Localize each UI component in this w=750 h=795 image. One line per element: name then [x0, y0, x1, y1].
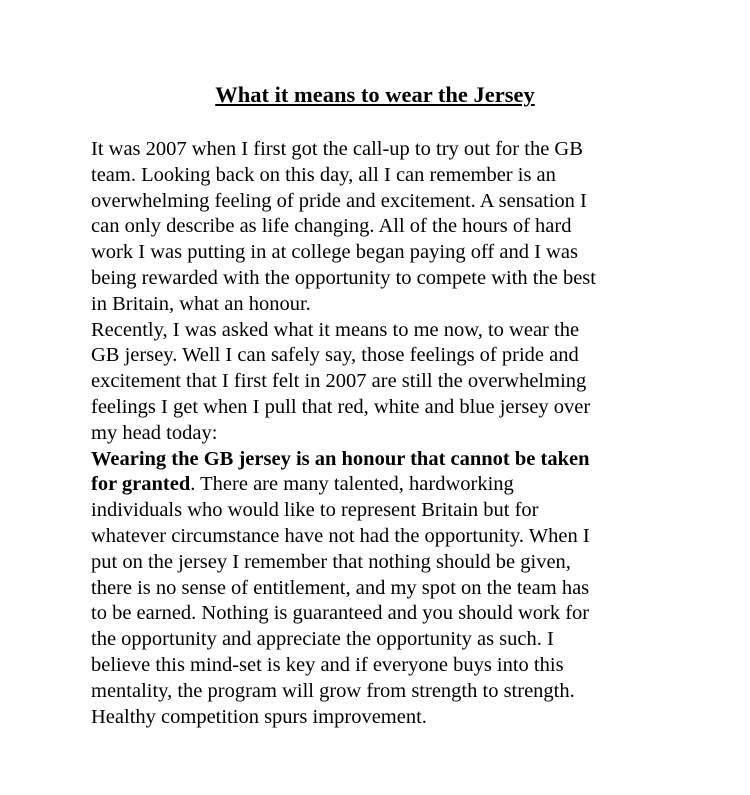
- text-line: there is no sense of entitlement, and my spot on the team has: [91, 576, 590, 599]
- text-line: It was 2007 when I first got the call-up to try out for the GB: [91, 138, 583, 160]
- text-line: [91, 472, 681, 498]
- text-line: in Britain, what an honour.: [91, 292, 311, 315]
- text-line: Recently, I was asked what it means to me now, to wear the: [91, 318, 580, 341]
- text-fragment: . There are many talented, hardworking: [190, 473, 514, 496]
- text-line: excitement that I first felt in 2007 are still the overwhelming: [91, 370, 587, 393]
- text-line: individuals who would like to represent Britain but for: [91, 499, 539, 522]
- document-body: [91, 137, 681, 730]
- bold-statement-line: Wearing the GB jersey is an honour that cannot be taken: [91, 447, 590, 470]
- text-line: can only describe as life changing. All of the hours of hard: [91, 215, 572, 238]
- text-line: Healthy competition spurs improvement.: [91, 705, 427, 728]
- text-line: overwhelming feeling of pride and excitement. A sensation I: [91, 189, 587, 212]
- document-title: What it means to wear the Jersey: [215, 82, 535, 107]
- bold-statement-end: for granted: [91, 473, 191, 496]
- text-line: GB jersey. Well I can safely say, those feelings of pride and: [91, 344, 579, 367]
- text-line: the opportunity and appreciate the opportunity as such. I: [91, 628, 554, 651]
- text-line: being rewarded with the opportunity to compete with the best: [91, 266, 596, 289]
- text-line: feelings I get when I pull that red, white and blue jersey over: [91, 395, 591, 418]
- text-line: my head today:: [91, 421, 218, 444]
- text-line: to be earned. Nothing is guaranteed and you should work for: [91, 602, 590, 625]
- text-line: put on the jersey I remember that nothing should be given,: [91, 550, 571, 573]
- text-line: team. Looking back on this day, all I can remember is an: [91, 163, 556, 186]
- text-line: believe this mind-set is key and if everyone buys into this: [91, 653, 564, 676]
- text-line: mentality, the program will grow from strength to strength.: [91, 679, 575, 702]
- text-line: whatever circumstance have not had the opportunity. When I: [91, 524, 590, 547]
- text-line: work I was putting in at college began paying off and I was: [91, 241, 578, 264]
